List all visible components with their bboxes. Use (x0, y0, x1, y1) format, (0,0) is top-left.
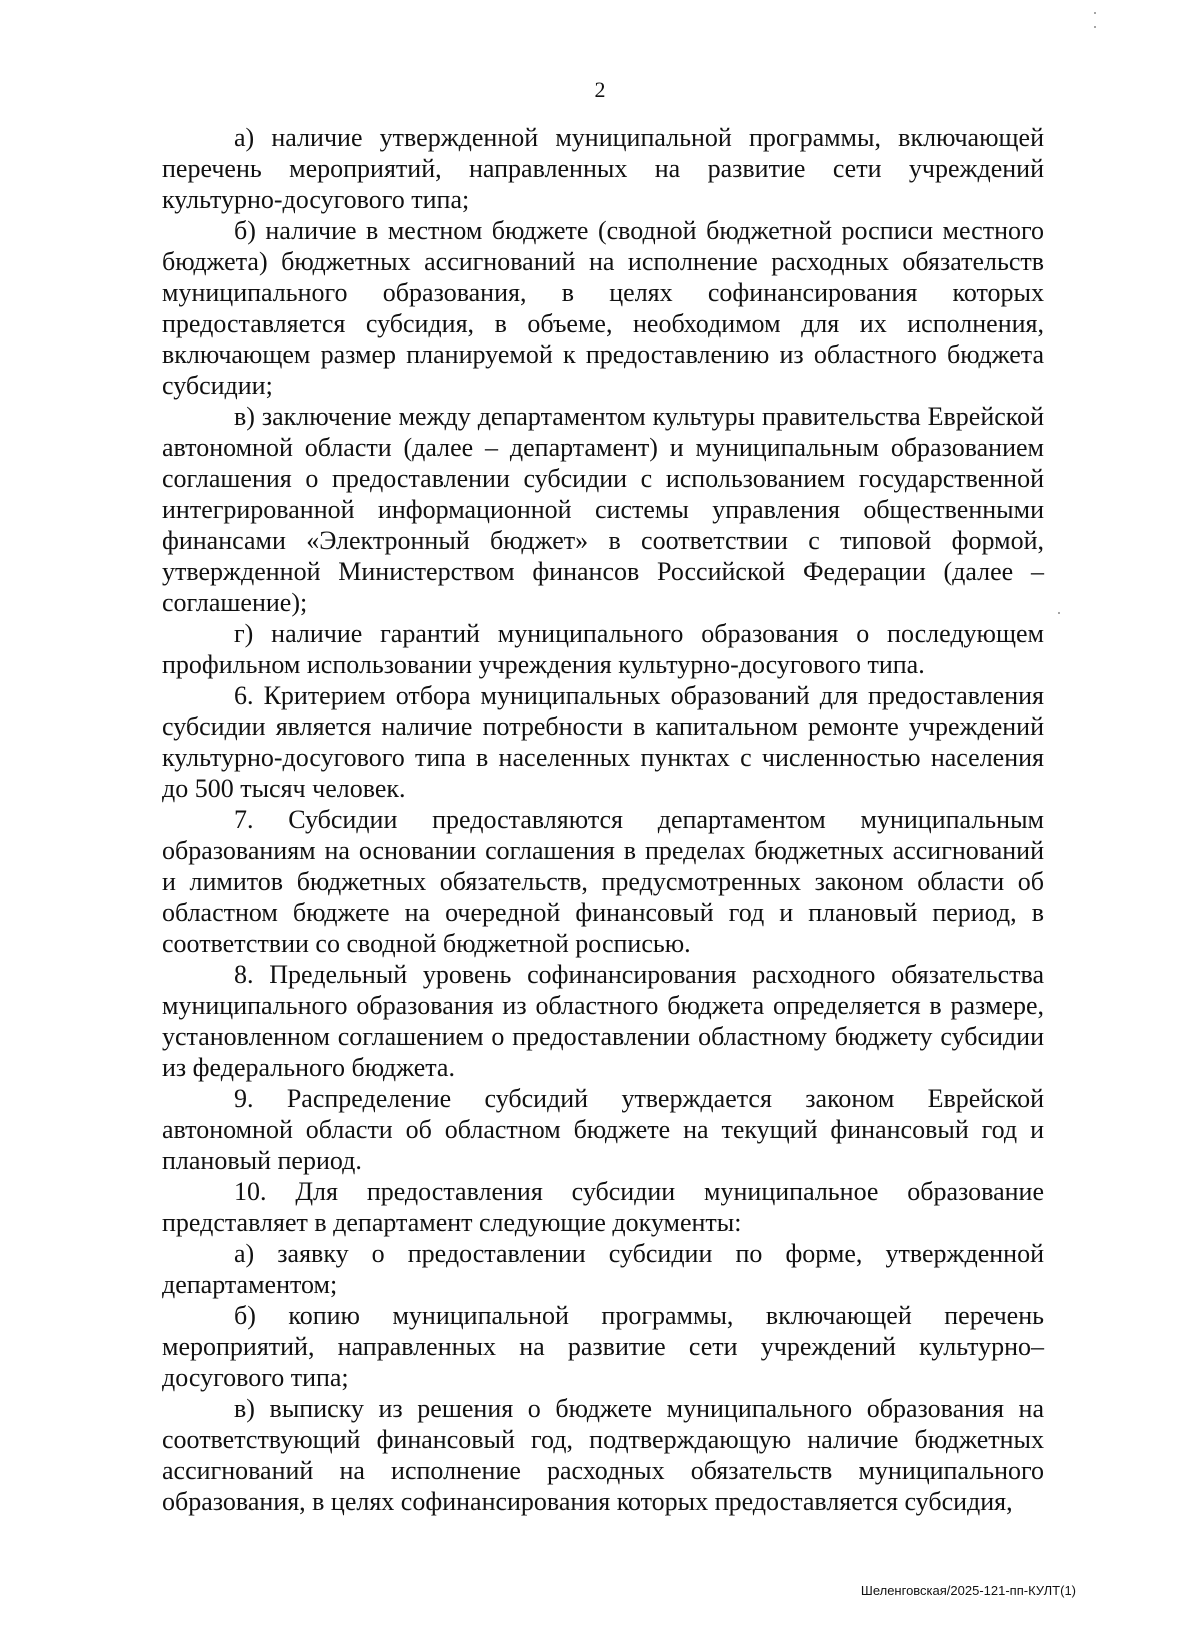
paragraph-6: 6. Критерием отбора муниципальных образований для предоставления субсидии является наличие потребности в капитальном ремонте учреждений культурно-досугового типа в населенных пунктах с численностью населения до 500 тысяч человек. (162, 681, 1044, 803)
paragraph-10: 10. Для предоставления субсидии муниципальное образование представляет в департамент следующие документы: (162, 1177, 1044, 1237)
paragraph-10a: а) заявку о предоставлении субсидии по форме, утвержденной департаментом; (162, 1239, 1044, 1299)
paragraph-5a: а) наличие утвержденной муниципальной программы, включающей перечень мероприятий, направленных на развитие сети учреждений культурно-досугового типа; (162, 123, 1044, 214)
paragraph-5g: г) наличие гарантий муниципального образования о последующем профильном использовании учреждения культурно-досугового типа. (162, 619, 1044, 679)
document-body (162, 122, 1044, 1517)
scan-speck (1094, 12, 1096, 14)
paragraph-7: 7. Субсидии предоставляются департаментом муниципальным образованиям на основании соглашения в пределах бюджетных ассигнований и лимитов бюджетных обязательств, предусмотренных законом области об областном бюджете на очередной финансовый год и плановый период, в соответствии со сводной бюджетной росписью. (162, 805, 1044, 958)
paragraph-10v: в) выписку из решения о бюджете муниципального образования на соответствующий финансовый год, подтверждающую наличие бюджетных ассигнований на исполнение расходных обязательств муниципального образования, в целях софинансирования которых предоставляется субсидия, (162, 1394, 1044, 1516)
paragraph-10b: б) копию муниципальной программы, включающей перечень мероприятий, направленных на развитие сети учреждений культурно–досугового типа; (162, 1301, 1044, 1392)
page-number: 2 (594, 77, 606, 102)
paragraph-8: 8. Предельный уровень софинансирования расходного обязательства муниципального образования из областного бюджета определяется в размере, установленном соглашением о предоставлении областному бюджету субсидии из федерального бюджета. (162, 960, 1044, 1082)
scan-speck (1058, 612, 1060, 614)
paragraph-5v: в) заключение между департаментом культуры правительства Еврейской автономной области (далее – департамент) и муниципальным образованием соглашения о предоставлении субсидии с использованием государственной интегрированной информационной системы управления общественными финансами «Электронный бюджет» в соответствии с типовой формой, утвержденной Министерством финансов Российской Федерации (далее – соглашение); (162, 402, 1044, 617)
scan-speck (1094, 26, 1096, 28)
document-reference-footer: Шеленговская/2025-121-пп-КУЛТ(1) (860, 1583, 1076, 1598)
paragraph-9: 9. Распределение субсидий утверждается законом Еврейской автономной области об областном бюджете на текущий финансовый год и плановый период. (162, 1084, 1044, 1175)
paragraph-5b: б) наличие в местном бюджете (сводной бюджетной росписи местного бюджета) бюджетных ассигнований на исполнение расходных обязательств муниципального образования, в целях софинансирования которых предоставляется субсидия, в объеме, необходимом для их исполнения, включающем размер планируемой к предоставлению из областного бюджета субсидии; (162, 216, 1044, 400)
